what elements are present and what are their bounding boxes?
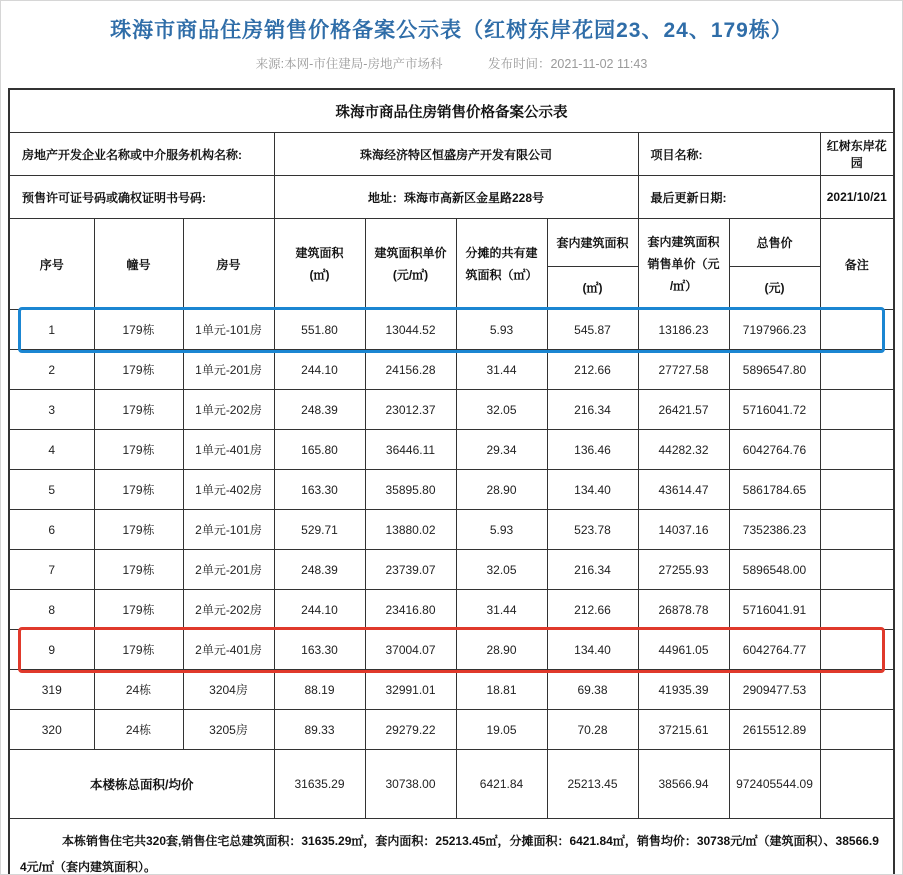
cell-remark bbox=[820, 430, 894, 470]
table-caption: 珠海市商品住房销售价格备案公示表 bbox=[9, 89, 894, 133]
cell-shared_area: 18.81 bbox=[456, 670, 547, 710]
summary-total-price: 972405544.09 bbox=[729, 750, 820, 819]
col-header-total-title: 总售价 bbox=[730, 219, 820, 267]
cell-area: 244.10 bbox=[274, 350, 365, 390]
col-header-remark: 备注 bbox=[820, 219, 894, 310]
cell-inner_area: 136.46 bbox=[547, 430, 638, 470]
permit-label: 预售许可证号码或确权证明书号码: bbox=[9, 176, 274, 219]
cell-building: 179栋 bbox=[94, 390, 183, 430]
col-header-room: 房号 bbox=[183, 219, 274, 310]
cell-inner_price: 13186.23 bbox=[638, 310, 729, 350]
cell-area: 163.30 bbox=[274, 470, 365, 510]
cell-shared_area: 31.44 bbox=[456, 350, 547, 390]
table-caption-row bbox=[9, 89, 894, 133]
cell-area_price: 24156.28 bbox=[365, 350, 456, 390]
cell-building: 179栋 bbox=[94, 430, 183, 470]
col-header-inner-area bbox=[547, 219, 638, 310]
price-table-wrap bbox=[8, 88, 895, 875]
summary-inner-price: 38566.94 bbox=[638, 750, 729, 819]
publish-time: 发布时间：2021-11-02 11:43 bbox=[487, 57, 648, 71]
cell-inner_area: 216.34 bbox=[547, 550, 638, 590]
cell-inner_price: 41935.39 bbox=[638, 670, 729, 710]
cell-total_price: 5896547.80 bbox=[729, 350, 820, 390]
col-header-inner-price-line3: /㎡） bbox=[669, 279, 698, 293]
cell-total_price: 5716041.91 bbox=[729, 590, 820, 630]
cell-seq: 9 bbox=[9, 630, 94, 670]
cell-area_price: 23416.80 bbox=[365, 590, 456, 630]
cell-inner_area: 134.40 bbox=[547, 630, 638, 670]
col-header-area-unit: (㎡) bbox=[309, 268, 330, 282]
cell-room: 2单元-202房 bbox=[183, 590, 274, 630]
cell-building: 179栋 bbox=[94, 590, 183, 630]
cell-seq: 1 bbox=[9, 310, 94, 350]
cell-room: 3205房 bbox=[183, 710, 274, 750]
cell-remark bbox=[820, 310, 894, 350]
project-name: 红树东岸花园 bbox=[820, 133, 894, 176]
cell-remark bbox=[820, 710, 894, 750]
table-row bbox=[9, 590, 894, 630]
cell-building: 24栋 bbox=[94, 670, 183, 710]
page-title: 珠海市商品住房销售价格备案公示表（红树东岸花园23、24、179栋） bbox=[110, 19, 793, 42]
cell-remark bbox=[820, 590, 894, 630]
col-header-seq: 序号 bbox=[9, 219, 94, 310]
cell-seq: 320 bbox=[9, 710, 94, 750]
col-header-inner-price bbox=[638, 219, 729, 310]
table-row bbox=[9, 350, 894, 390]
cell-shared_area: 32.05 bbox=[456, 550, 547, 590]
cell-seq: 3 bbox=[9, 390, 94, 430]
col-header-building: 幢号 bbox=[94, 219, 183, 310]
summary-row bbox=[9, 750, 894, 819]
note-row bbox=[9, 819, 894, 875]
table-row bbox=[9, 710, 894, 750]
col-header-inner-price-line1: 套内建筑面积 bbox=[647, 235, 720, 249]
col-header-area-price-unit: (元/㎡) bbox=[392, 268, 429, 282]
col-header-area-price-title: 建筑面积单价 bbox=[374, 246, 447, 260]
col-header-area-price bbox=[365, 219, 456, 310]
cell-total_price: 5716041.72 bbox=[729, 390, 820, 430]
cell-remark bbox=[820, 630, 894, 670]
cell-shared_area: 29.34 bbox=[456, 430, 547, 470]
developer-name: 珠海经济特区恒盛房产开发有限公司 bbox=[274, 133, 638, 176]
col-header-shared-line2: 筑面积（㎡） bbox=[465, 268, 538, 282]
cell-room: 2单元-401房 bbox=[183, 630, 274, 670]
source-text: 来源:本网-市住建局-房地产市场科 bbox=[255, 57, 443, 71]
cell-inner_price: 27727.58 bbox=[638, 350, 729, 390]
cell-inner_area: 69.38 bbox=[547, 670, 638, 710]
source-line bbox=[1, 54, 902, 72]
cell-seq: 4 bbox=[9, 430, 94, 470]
cell-building: 179栋 bbox=[94, 550, 183, 590]
cell-shared_area: 28.90 bbox=[456, 470, 547, 510]
cell-area_price: 23739.07 bbox=[365, 550, 456, 590]
cell-inner_area: 212.66 bbox=[547, 350, 638, 390]
col-header-inner-area-unit: (㎡) bbox=[582, 281, 603, 296]
cell-inner_price: 26421.57 bbox=[638, 390, 729, 430]
cell-room: 1单元-402房 bbox=[183, 470, 274, 510]
summary-inner-area: 25213.45 bbox=[547, 750, 638, 819]
cell-building: 24栋 bbox=[94, 710, 183, 750]
updated-date: 2021/10/21 bbox=[820, 176, 894, 219]
cell-seq: 8 bbox=[9, 590, 94, 630]
cell-area: 244.10 bbox=[274, 590, 365, 630]
cell-shared_area: 5.93 bbox=[456, 510, 547, 550]
cell-area_price: 32991.01 bbox=[365, 670, 456, 710]
cell-total_price: 2615512.89 bbox=[729, 710, 820, 750]
col-header-inner-price-line2: 销售单价（元 bbox=[647, 257, 720, 271]
cell-seq: 7 bbox=[9, 550, 94, 590]
cell-area_price: 23012.37 bbox=[365, 390, 456, 430]
cell-total_price: 7352386.23 bbox=[729, 510, 820, 550]
table-row bbox=[9, 630, 894, 670]
price-table bbox=[8, 88, 895, 875]
col-header-area bbox=[274, 219, 365, 310]
cell-area_price: 35895.80 bbox=[365, 470, 456, 510]
cell-room: 2单元-201房 bbox=[183, 550, 274, 590]
cell-room: 1单元-101房 bbox=[183, 310, 274, 350]
cell-area: 163.30 bbox=[274, 630, 365, 670]
cell-total_price: 5896548.00 bbox=[729, 550, 820, 590]
table-row bbox=[9, 470, 894, 510]
cell-building: 179栋 bbox=[94, 470, 183, 510]
cell-inner_area: 523.78 bbox=[547, 510, 638, 550]
cell-inner_price: 43614.47 bbox=[638, 470, 729, 510]
cell-inner_price: 27255.93 bbox=[638, 550, 729, 590]
cell-inner_price: 44282.32 bbox=[638, 430, 729, 470]
cell-area: 88.19 bbox=[274, 670, 365, 710]
developer-label: 房地产开发企业名称或中介服务机构名称: bbox=[9, 133, 274, 176]
address: 地址：珠海市高新区金星路228号 bbox=[274, 176, 638, 219]
cell-shared_area: 32.05 bbox=[456, 390, 547, 430]
cell-area: 248.39 bbox=[274, 390, 365, 430]
summary-area-price: 30738.00 bbox=[365, 750, 456, 819]
cell-seq: 319 bbox=[9, 670, 94, 710]
cell-shared_area: 19.05 bbox=[456, 710, 547, 750]
cell-inner_price: 14037.16 bbox=[638, 510, 729, 550]
table-row bbox=[9, 390, 894, 430]
cell-area_price: 37004.07 bbox=[365, 630, 456, 670]
cell-area: 551.80 bbox=[274, 310, 365, 350]
cell-seq: 5 bbox=[9, 470, 94, 510]
summary-remark bbox=[820, 750, 894, 819]
cell-shared_area: 31.44 bbox=[456, 590, 547, 630]
cell-remark bbox=[820, 350, 894, 390]
summary-label: 本楼栋总面积/均价 bbox=[9, 750, 274, 819]
cell-seq: 2 bbox=[9, 350, 94, 390]
cell-inner_area: 212.66 bbox=[547, 590, 638, 630]
table-row bbox=[9, 310, 894, 350]
table-row bbox=[9, 430, 894, 470]
cell-building: 179栋 bbox=[94, 510, 183, 550]
col-header-total-price bbox=[729, 219, 820, 310]
cell-area: 248.39 bbox=[274, 550, 365, 590]
cell-area_price: 29279.22 bbox=[365, 710, 456, 750]
cell-seq: 6 bbox=[9, 510, 94, 550]
summary-area: 31635.29 bbox=[274, 750, 365, 819]
table-row bbox=[9, 550, 894, 590]
info-row-permit bbox=[9, 176, 894, 219]
cell-building: 179栋 bbox=[94, 350, 183, 390]
cell-remark bbox=[820, 670, 894, 710]
cell-area_price: 36446.11 bbox=[365, 430, 456, 470]
cell-room: 1单元-202房 bbox=[183, 390, 274, 430]
cell-inner_area: 134.40 bbox=[547, 470, 638, 510]
cell-total_price: 6042764.76 bbox=[729, 430, 820, 470]
cell-room: 2单元-101房 bbox=[183, 510, 274, 550]
cell-remark bbox=[820, 550, 894, 590]
cell-remark bbox=[820, 390, 894, 430]
table-row bbox=[9, 670, 894, 710]
cell-room: 1单元-401房 bbox=[183, 430, 274, 470]
cell-building: 179栋 bbox=[94, 630, 183, 670]
cell-area_price: 13880.02 bbox=[365, 510, 456, 550]
cell-inner_price: 26878.78 bbox=[638, 590, 729, 630]
col-header-total-unit: (元) bbox=[764, 281, 785, 296]
table-row bbox=[9, 510, 894, 550]
cell-room: 3204房 bbox=[183, 670, 274, 710]
cell-shared_area: 5.93 bbox=[456, 310, 547, 350]
cell-area_price: 13044.52 bbox=[365, 310, 456, 350]
cell-inner_price: 44961.05 bbox=[638, 630, 729, 670]
cell-inner_area: 216.34 bbox=[547, 390, 638, 430]
cell-area: 529.71 bbox=[274, 510, 365, 550]
cell-remark bbox=[820, 470, 894, 510]
cell-building: 179栋 bbox=[94, 310, 183, 350]
cell-total_price: 2909477.53 bbox=[729, 670, 820, 710]
cell-area: 89.33 bbox=[274, 710, 365, 750]
cell-total_price: 5861784.65 bbox=[729, 470, 820, 510]
col-header-area-title: 建筑面积 bbox=[295, 246, 344, 260]
col-header-shared-area bbox=[456, 219, 547, 310]
cell-inner_price: 37215.61 bbox=[638, 710, 729, 750]
cell-inner_area: 70.28 bbox=[547, 710, 638, 750]
footer-note: 本栋销售住宅共320套,销售住宅总建筑面积：31635.29㎡，套内面积：25213.45㎡，分摊面积：6421.84㎡，销售均价：30738元/㎡（建筑面积）、38566.94元/㎡（套内建筑面积）。 bbox=[20, 834, 879, 874]
column-header-row bbox=[9, 219, 894, 310]
info-row-developer bbox=[9, 133, 894, 176]
cell-inner_area: 545.87 bbox=[547, 310, 638, 350]
cell-area: 165.80 bbox=[274, 430, 365, 470]
project-label: 项目名称: bbox=[638, 133, 820, 176]
cell-total_price: 6042764.77 bbox=[729, 630, 820, 670]
summary-shared-area: 6421.84 bbox=[456, 750, 547, 819]
col-header-shared-line1: 分摊的共有建 bbox=[465, 246, 538, 260]
cell-total_price: 7197966.23 bbox=[729, 310, 820, 350]
cell-remark bbox=[820, 510, 894, 550]
cell-room: 1单元-201房 bbox=[183, 350, 274, 390]
updated-label: 最后更新日期: bbox=[638, 176, 820, 219]
cell-shared_area: 28.90 bbox=[456, 630, 547, 670]
col-header-inner-area-title: 套内建筑面积 bbox=[548, 219, 638, 267]
